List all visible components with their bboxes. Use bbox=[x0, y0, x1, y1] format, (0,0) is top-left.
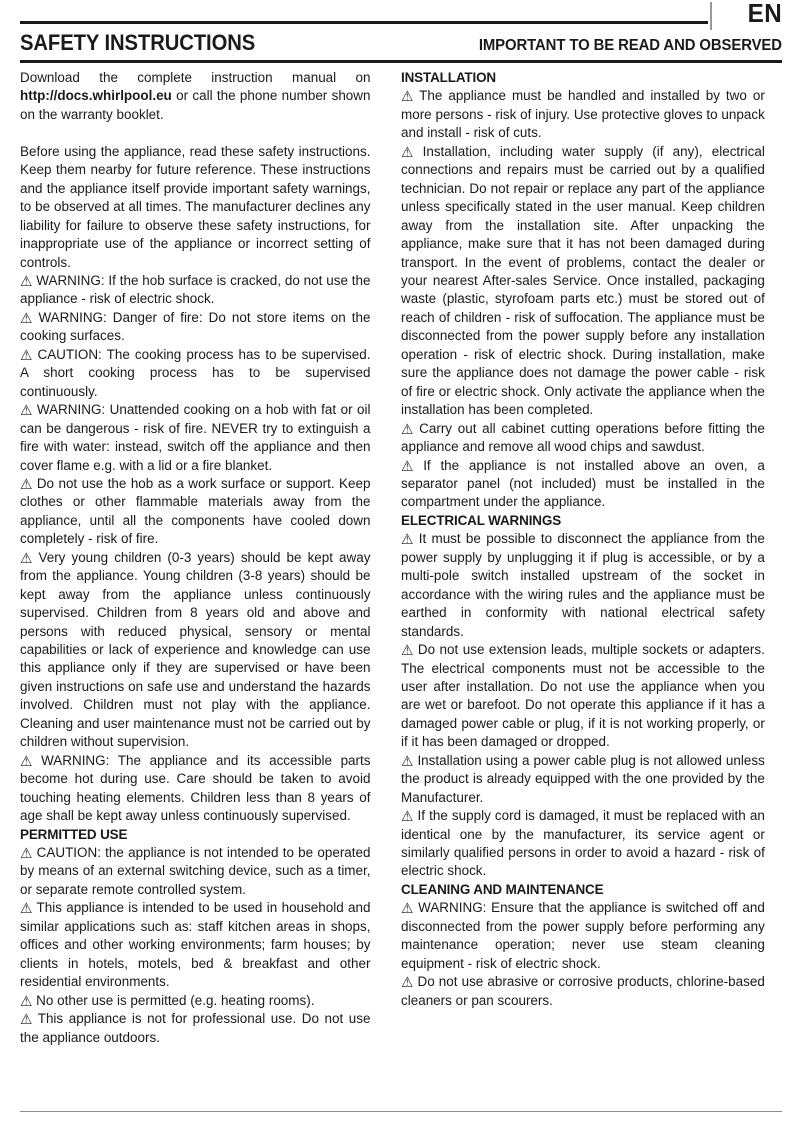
warning-triangle-icon: ⚠ bbox=[20, 310, 33, 327]
paragraph-text: Do not use the hob as a work surface or support. Keep clothes or other flammable materials away from the appliance, until all the components have cooled down completely - risk of fire. bbox=[20, 474, 371, 547]
language-code: EN bbox=[747, 0, 782, 28]
caution-paragraph bbox=[20, 345, 370, 400]
warning-paragraph bbox=[20, 400, 370, 474]
warning-paragraph bbox=[401, 898, 765, 972]
warning-triangle-icon: ⚠ bbox=[20, 753, 33, 770]
paragraph-text: This appliance is not for professional use. Do not use the appliance outdoors. bbox=[20, 1010, 371, 1045]
warning-paragraph bbox=[20, 991, 370, 1009]
paragraph-text: If the supply cord is damaged, it must be replaced with an identical one by the manufacturer, its service agent or similarly qualified persons in order to avoid a hazard - risk of electric shock. bbox=[401, 807, 765, 879]
warning-triangle-icon: ⚠ bbox=[401, 532, 414, 549]
paragraph-text: Do not use extension leads, multiple sockets or adapters. The electrical components must not be accessible to the user after installation. Do not use the appliance when you are wet or barefoot. Do not operate this appliance if it has a damaged power cable or plug, if it is not working properly, or if it has been damaged or dropped. bbox=[401, 641, 765, 750]
intro-text-after-url: or call the phone number shown on the warranty booklet. bbox=[20, 87, 371, 122]
warning-paragraph bbox=[20, 898, 370, 990]
paragraph-text: It must be possible to disconnect the appliance from the power supply by unplugging it if plug is accessible, or by a multi-pole switch installed upstream of the socket in accordance with the wiring rules and the appliance must be earthed in conformity with national electrical safety standards. bbox=[401, 530, 765, 639]
section-heading-electrical-warnings: ELECTRICAL WARNINGS bbox=[401, 511, 562, 528]
intro-paragraph bbox=[20, 68, 370, 123]
warning-triangle-icon: ⚠ bbox=[20, 347, 33, 364]
warning-paragraph bbox=[401, 456, 765, 511]
paragraph-text: Before using the appliance, read these safety instructions. Keep them nearby for future reference. These instructions and the appliance itself provide important safety warnings, to be observed at all times. The manufacturer declines any liability for failure to observe these safety instructions, for inappropriate use of the appliance or incorrect setting of controls. bbox=[20, 142, 371, 270]
page-header bbox=[20, 0, 782, 62]
paragraph-text: WARNING: Unattended cooking on a hob with fat or oil can be dangerous - risk of fire. NEVER try to extinguish a fire with water: instead, switch off the appliance and then cover flame e.g. with a lid or a fire blanket. bbox=[20, 401, 371, 473]
warning-paragraph bbox=[20, 1009, 370, 1046]
warning-paragraph bbox=[20, 271, 370, 308]
paragraph-text: WARNING: Ensure that the appliance is switched off and disconnected from the power supply before performing any maintenance operation; never use steam cleaning equipment - risk of electric shock. bbox=[401, 899, 765, 971]
page-title: SAFETY INSTRUCTIONS bbox=[20, 30, 256, 55]
warning-triangle-icon: ⚠ bbox=[20, 403, 33, 420]
warning-paragraph bbox=[20, 308, 370, 345]
paragraph-text: Installation using a power cable plug is not allowed unless the product is already equipped with the one provided by the Manufacturer. bbox=[401, 751, 765, 805]
warning-paragraph bbox=[401, 142, 765, 419]
warning-triangle-icon: ⚠ bbox=[401, 144, 414, 161]
caution-paragraph bbox=[20, 843, 370, 898]
content-columns bbox=[20, 68, 782, 1098]
warning-paragraph bbox=[401, 751, 765, 806]
warning-triangle-icon: ⚠ bbox=[20, 273, 33, 290]
paragraph-spacer bbox=[20, 123, 370, 141]
warning-triangle-icon: ⚠ bbox=[20, 1012, 33, 1029]
paragraph-text: If the appliance is not installed above an oven, a separator panel (not included) must be installed in the compartment under the appliance. bbox=[401, 456, 765, 510]
paragraph-text: CAUTION: The cooking process has to be supervised. A short cooking process has to be supervised continuously. bbox=[20, 345, 371, 399]
paragraph-text: CAUTION: the appliance is not intended to be operated by means of an external switching device, such as a timer, or separate remote controlled system. bbox=[20, 844, 371, 897]
section-heading-permitted-use: PERMITTED USE bbox=[20, 825, 128, 842]
warning-triangle-icon: ⚠ bbox=[20, 993, 33, 1010]
header-rule-row bbox=[20, 0, 782, 30]
warning-paragraph bbox=[20, 474, 370, 548]
title-row bbox=[20, 30, 782, 56]
paragraph-text: No other use is permitted (e.g. heating rooms). bbox=[36, 991, 315, 1008]
paragraph-text: Installation, including water supply (if any), electrical connections and repairs must be carried out by a qualified technician. Do not repair or replace any part of the appliance unless specifically stated in the user manual. Keep children away from the installation site. After unpacking the appliance, make sure that it has not been damaged during transport. In the event of problems, contact the dealer or your nearest After-sales Service. Once installed, packaging waste (plastic, styrofoam parts etc.) must be stored out of reach of children - risk of suffocation. The appliance must be disconnected from the power supply before any installation operation - risk of electric shock. During installation, make sure the appliance does not damage the power cable - risk of fire or electric shock. Only activate the appliance when the installation has been completed. bbox=[401, 142, 765, 418]
column-gutter bbox=[387, 68, 401, 1098]
warning-triangle-icon: ⚠ bbox=[401, 458, 414, 475]
intro-text-before-url: Download the complete instruction manual on bbox=[20, 69, 371, 85]
warning-triangle-icon: ⚠ bbox=[401, 421, 414, 438]
warning-paragraph bbox=[20, 548, 370, 751]
warning-paragraph bbox=[401, 529, 765, 640]
page-bottom-rule bbox=[20, 1111, 782, 1112]
manual-url-link[interactable]: http://docs.whirlpool.eu bbox=[20, 87, 172, 104]
warning-triangle-icon: ⚠ bbox=[401, 901, 414, 918]
header-vertical-divider bbox=[710, 2, 712, 30]
warning-triangle-icon: ⚠ bbox=[20, 476, 33, 493]
warning-triangle-icon: ⚠ bbox=[401, 975, 414, 992]
warning-paragraph bbox=[401, 972, 765, 1009]
paragraph-text: Do not use abrasive or corrosive products, chlorine-based cleaners or pan scourers. bbox=[401, 973, 765, 1008]
warning-triangle-icon: ⚠ bbox=[401, 753, 414, 770]
page-subtitle: IMPORTANT TO BE READ AND OBSERVED bbox=[478, 37, 782, 54]
warning-triangle-icon: ⚠ bbox=[20, 846, 33, 863]
paragraph-text: WARNING: Danger of fire: Do not store items on the cooking surfaces. bbox=[20, 308, 371, 344]
warning-triangle-icon: ⚠ bbox=[401, 89, 414, 106]
safety-paragraph bbox=[20, 142, 370, 271]
warning-paragraph bbox=[401, 806, 765, 880]
section-heading-installation: INSTALLATION bbox=[401, 69, 496, 85]
warning-triangle-icon: ⚠ bbox=[20, 901, 33, 918]
warning-paragraph bbox=[20, 751, 370, 825]
warning-triangle-icon: ⚠ bbox=[401, 809, 414, 826]
right-column bbox=[401, 68, 765, 1098]
paragraph-text: Very young children (0-3 years) should be kept away from the appliance. Young children (3-8 years) should be kept away from the appliance unless continuously supervised. Children from 8 years old and above and persons with reduced physical, sensory or mental capabilities or lack of experience and knowledge can use this appliance only if they are supervised or have been given instructions on safe use and understand the hazards involved. Children must not play with the appliance. Cleaning and user maintenance must not be carried out by children without supervision. bbox=[20, 548, 371, 750]
section-heading-cleaning-maintenance: CLEANING AND MAINTENANCE bbox=[401, 880, 604, 897]
warning-paragraph bbox=[401, 419, 765, 456]
paragraph-text: This appliance is intended to be used in household and similar applications such as: staff kitchen areas in shops, offices and other working environments; farm houses; by clients in hotels, motels, bed & breakfast and other residential environments. bbox=[20, 899, 371, 990]
warning-paragraph bbox=[401, 640, 765, 751]
paragraph-text: WARNING: If the hob surface is cracked, do not use the appliance - risk of electric shock. bbox=[20, 271, 371, 307]
paragraph-text: Carry out all cabinet cutting operations before fitting the appliance and remove all wood chips and sawdust. bbox=[401, 419, 765, 455]
warning-triangle-icon: ⚠ bbox=[401, 643, 414, 660]
warning-triangle-icon: ⚠ bbox=[20, 550, 33, 567]
left-column bbox=[20, 68, 370, 1098]
paragraph-text: WARNING: The appliance and its accessible parts become hot during use. Care should be taken to avoid touching heating elements. Children less than 8 years of age shall be kept away unless continuously supervised. bbox=[20, 751, 371, 824]
warning-paragraph bbox=[401, 86, 765, 141]
header-top-rule bbox=[20, 21, 708, 24]
paragraph-text: The appliance must be handled and installed by two or more persons - risk of injury. Use protective gloves to unpack and install - risk of cuts. bbox=[401, 87, 765, 141]
title-underline-rule bbox=[20, 60, 782, 63]
